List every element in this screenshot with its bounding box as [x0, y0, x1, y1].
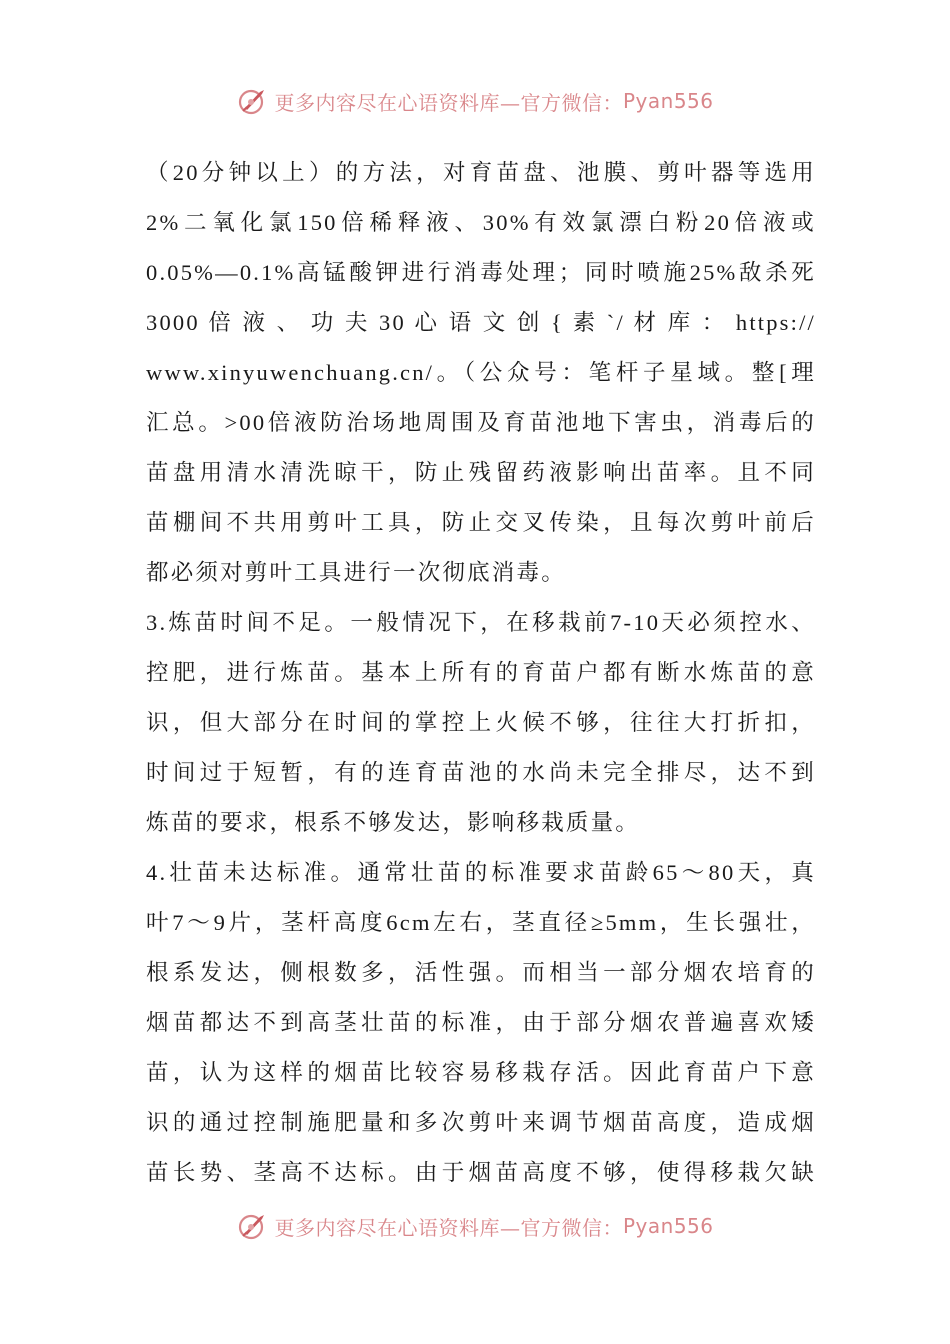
text-line: 3000 倍 液 、 功 夫 30 心 语 文 创 { 素 `/ 材 库 ： https://: [146, 310, 816, 335]
text-line: 都必须对剪叶工具进行一次彻底消毒。: [146, 560, 566, 585]
text-line: 汇总。>00倍液防治场地周围及育苗池地下害虫，消毒后的: [146, 410, 816, 435]
quill-seal-icon: [236, 86, 270, 116]
text-line: 时间过于短暂，有的连育苗池的水尚未完全排尽，达不到: [146, 760, 816, 785]
footer-wechat-id: Pyan556: [622, 1214, 714, 1238]
header-text: 更多内容尽在心语资料库—官方微信：: [274, 90, 623, 115]
text-line: 苗，认为这样的烟苗比较容易移栽存活。因此育苗户下意: [146, 1060, 816, 1085]
quill-seal-icon: [236, 1211, 270, 1241]
text-line: 烟苗都达不到高茎壮苗的标准，由于部分烟农普遍喜欢矮: [146, 1010, 816, 1035]
text-line: 控肥，进行炼苗。基本上所有的育苗户都有断水炼苗的意: [146, 660, 816, 685]
header-wechat-id: Pyan556: [622, 89, 714, 113]
text-line: 4.壮苗未达标准。通常壮苗的标准要求苗龄65～80天，真: [146, 860, 816, 885]
text-line: www.xinyuwenchuang.cn/。（公众号：笔杆子星域。整[理: [146, 360, 816, 385]
text-line: 识，但大部分在时间的掌控上火候不够，往往大打折扣，: [146, 710, 816, 735]
text-line: （20分钟以上）的方法，对育苗盘、池膜、剪叶器等选用: [146, 160, 816, 185]
text-line: 识的通过控制施肥量和多次剪叶来调节烟苗高度，造成烟: [146, 1110, 816, 1135]
text-line: 0.05%—0.1%高锰酸钾进行消毒处理；同时喷施25%敌杀死: [146, 260, 816, 285]
text-line: 根系发达，侧根数多，活性强。而相当一部分烟农培育的: [146, 960, 816, 985]
header-banner: [0, 86, 950, 116]
footer-banner: [0, 1211, 950, 1241]
text-line: 2%二氧化氯150倍稀释液、30%有效氯漂白粉20倍液或: [146, 210, 816, 235]
text-line: 3.炼苗时间不足。一般情况下，在移栽前7-10天必须控水、: [146, 610, 816, 635]
text-line: 炼苗的要求，根系不够发达，影响移栽质量。: [146, 810, 641, 835]
text-line: 叶7～9片，茎杆高度6cm左右，茎直径≥5mm，生长强壮，: [146, 910, 816, 935]
body-text: [146, 148, 816, 1198]
text-line: 苗盘用清水清洗晾干，防止残留药液影响出苗率。且不同: [146, 460, 816, 485]
text-line: 苗长势、茎高不达标。由于烟苗高度不够，使得移栽欠缺: [146, 1160, 816, 1185]
footer-text: 更多内容尽在心语资料库—官方微信：: [274, 1215, 623, 1240]
text-line: 苗棚间不共用剪叶工具，防止交叉传染，且每次剪叶前后: [146, 510, 816, 535]
